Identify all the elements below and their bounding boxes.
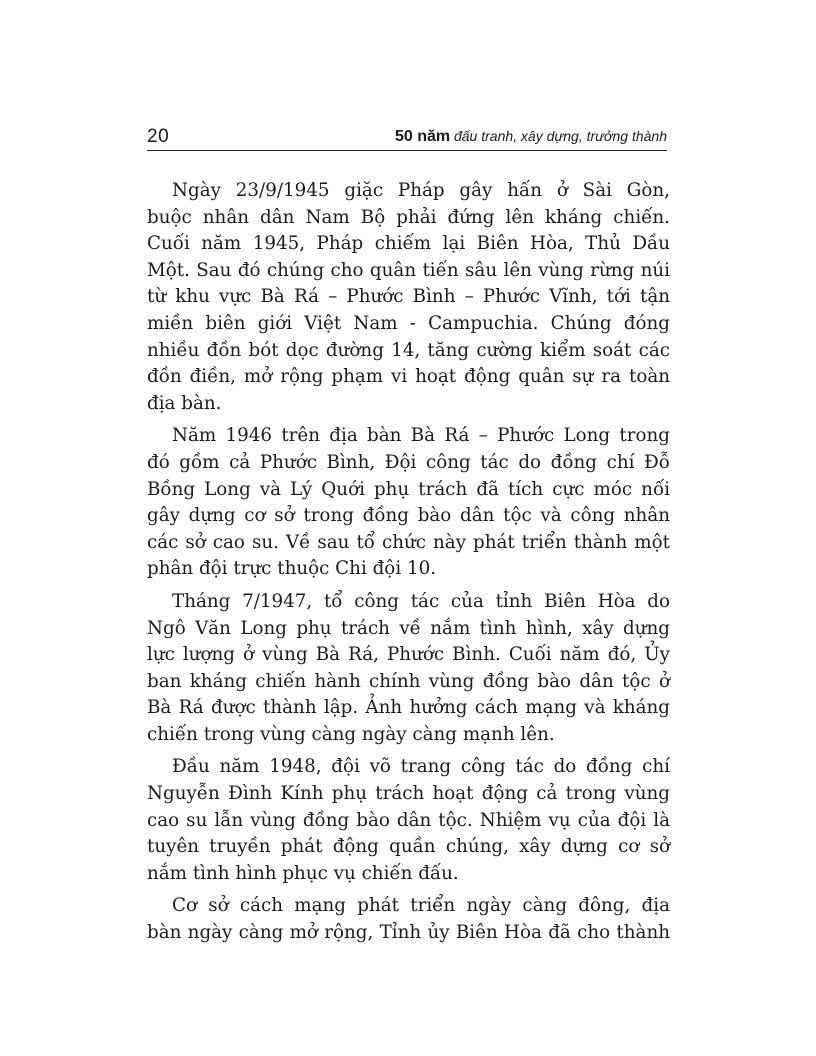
running-header bbox=[147, 124, 667, 151]
paragraph bbox=[147, 423, 670, 583]
text-line: Nguyễn Đình Kính phụ trách hoạt động cả trong vùng bbox=[147, 783, 670, 805]
text-line: Đầu năm 1948, đội võ trang công tác do đồng chí bbox=[172, 756, 670, 778]
text-line: gây dựng cơ sở trong đồng bào dân tộc và công nhân bbox=[147, 505, 670, 527]
running-title-italic: đấu tranh, xây dựng, trưởng thành bbox=[450, 128, 667, 144]
page-number: 20 bbox=[147, 126, 170, 147]
text-line: các sở cao su. Về sau tổ chức này phát triển thành một bbox=[147, 531, 670, 553]
text-line: nhiều đồn bót dọc đường 14, tăng cường kiểm soát các bbox=[147, 339, 670, 361]
text-line: Một. Sau đó chúng cho quân tiến sâu lên vùng rừng núi bbox=[147, 259, 670, 281]
text-line: Bồng Long và Lý Quới phụ trách đã tích cực móc nối bbox=[147, 478, 670, 500]
text-line: bàn ngày càng mở rộng, Tỉnh ủy Biên Hòa đã cho thành bbox=[147, 922, 670, 944]
paragraph bbox=[147, 178, 670, 417]
text-line: từ khu vực Bà Rá – Phước Bình – Phước Vĩnh, tới tận bbox=[147, 286, 670, 308]
text-line: Ngô Văn Long phụ trách về nắm tình hình, xây dựng bbox=[147, 617, 670, 639]
text-line: cao su lẫn vùng đồng bào dân tộc. Nhiệm vụ của đội là bbox=[147, 809, 670, 831]
running-title bbox=[395, 128, 667, 146]
text-line: tuyên truyền phát động quần chúng, xây dựng cơ sở bbox=[147, 836, 670, 858]
text-line: địa bàn. bbox=[147, 392, 222, 414]
text-line: đó gồm cả Phước Bình, Đội công tác do đồng chí Đỗ bbox=[147, 451, 670, 473]
text-line: Cơ sở cách mạng phát triển ngày càng đông, địa bbox=[172, 895, 670, 917]
text-line: buộc nhân dân Nam Bộ phải đứng lên kháng chiến. bbox=[147, 206, 670, 228]
text-line: lực lượng ở vùng Bà Rá, Phước Bình. Cuối năm đó, Ủy bbox=[147, 644, 670, 666]
running-title-bold: 50 năm bbox=[394, 128, 451, 145]
body-text bbox=[147, 178, 670, 953]
text-line: Ngày 23/9/1945 giặc Pháp gây hấn ở Sài Gòn, bbox=[172, 180, 670, 201]
text-line: Bà Rá được thành lập. Ảnh hưởng cách mạng và kháng bbox=[147, 697, 670, 719]
text-line: chiến trong vùng càng ngày càng mạnh lên. bbox=[147, 723, 555, 745]
paragraph bbox=[147, 893, 670, 946]
text-line: Cuối năm 1945, Pháp chiếm lại Biên Hòa, Thủ Dầu bbox=[147, 233, 670, 255]
text-line: đồn điền, mở rộng phạm vi hoạt động quân sự ra toàn bbox=[147, 366, 670, 388]
text-line: Năm 1946 trên địa bàn Bà Rá – Phước Long trong bbox=[172, 425, 670, 447]
paragraph bbox=[147, 754, 670, 887]
text-line: nắm tình hình phục vụ chiến đấu. bbox=[147, 862, 459, 884]
text-line: miền biên giới Việt Nam - Campuchia. Chúng đóng bbox=[147, 312, 670, 334]
text-line: Tháng 7/1947, tổ công tác của tỉnh Biên Hòa do bbox=[172, 590, 670, 612]
text-line: ban kháng chiến hành chính vùng đồng bào dân tộc ở bbox=[147, 670, 670, 692]
text-line: phân đội trực thuộc Chi đội 10. bbox=[147, 558, 437, 580]
paragraph bbox=[147, 589, 670, 749]
